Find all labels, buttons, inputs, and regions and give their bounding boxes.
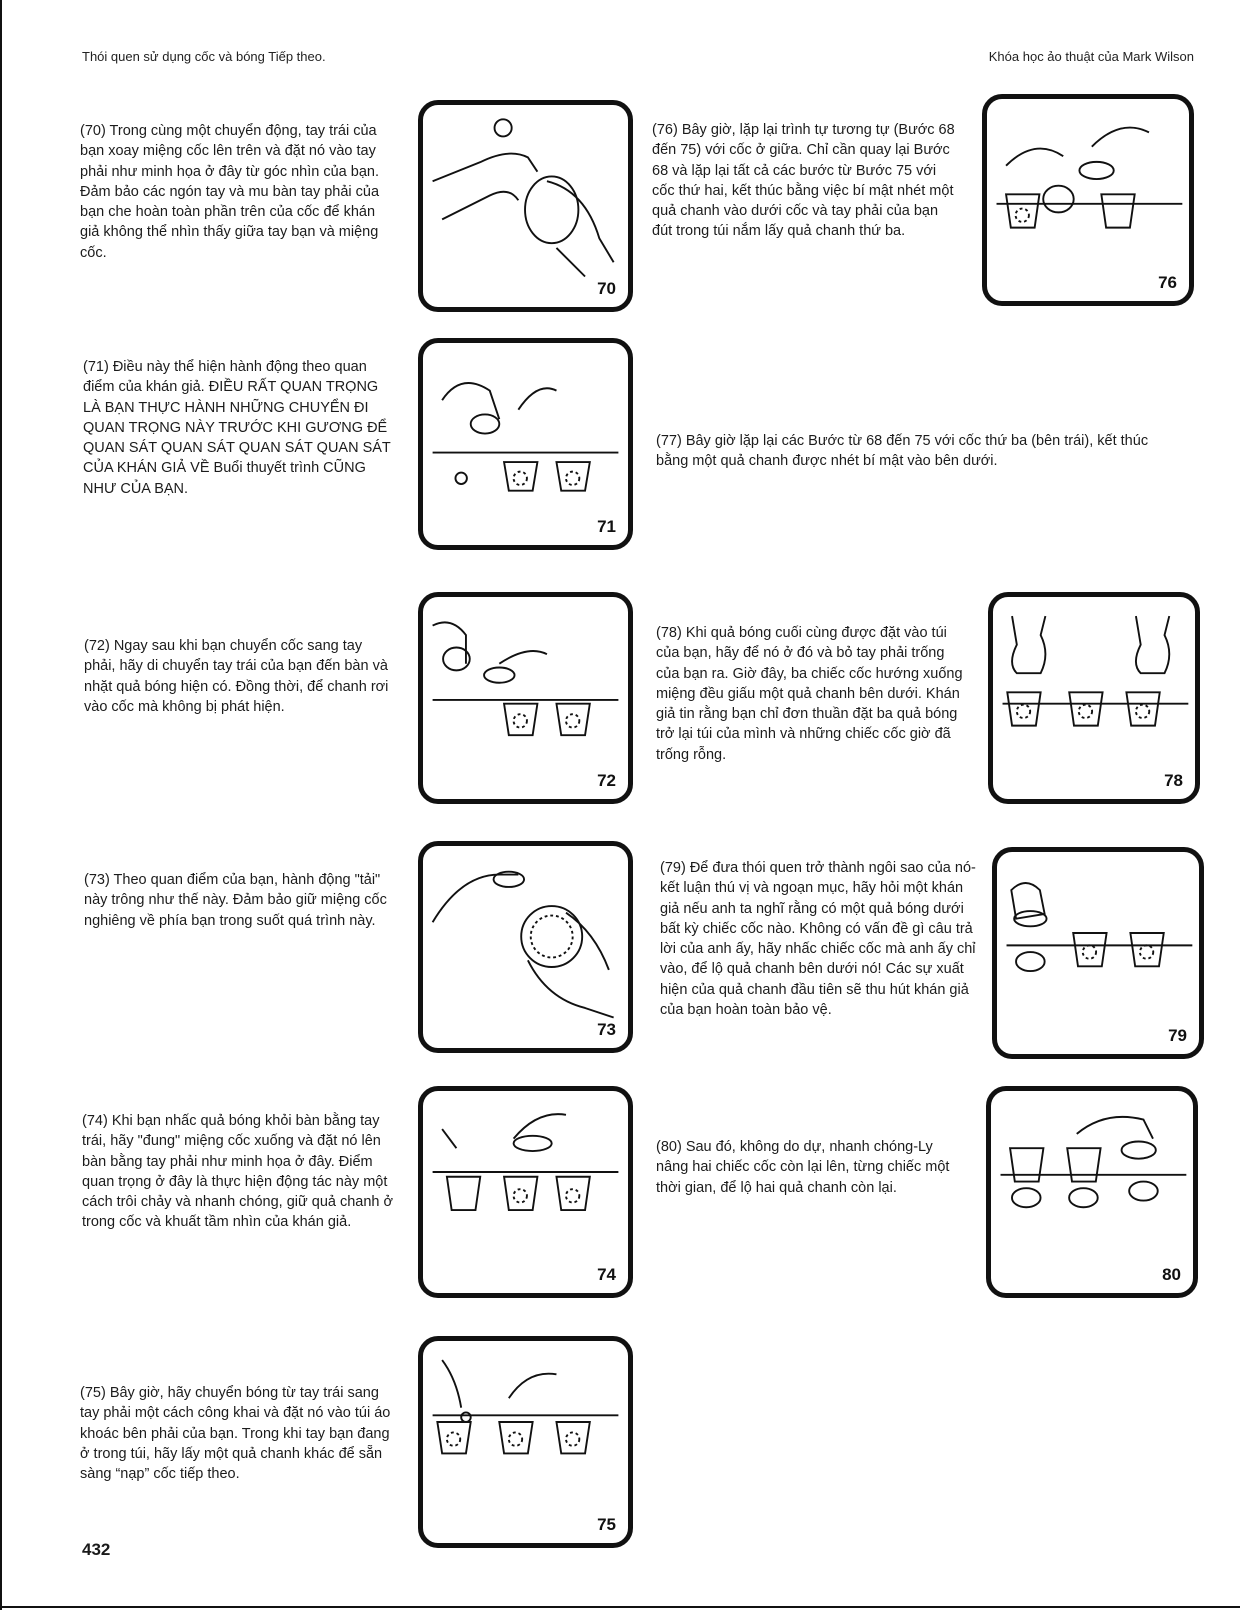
empty-hands-three-cups-drawing (993, 597, 1195, 799)
panel-number: 71 (597, 517, 616, 536)
illustration-panel-72 (418, 592, 633, 804)
step-73-text: (73) Theo quan điểm của bạn, hành động "tải" này trông như thế này. Đảm bảo giữ miệng cốc nghiêng về phía bạn trong suốt quá trình này. (84, 872, 387, 929)
ball-to-pocket-drawing (423, 1341, 628, 1543)
page-bottom-rule (0, 1606, 1240, 1608)
slam-cup-down-drawing (423, 1091, 628, 1293)
reveal-first-lemon-drawing (997, 852, 1199, 1054)
step-70-text: (70) Trong cùng một chuyển động, tay trái của bạn xoay miệng cốc lên trên và đặt nó vào tay phải như minh họa ở đây từ góc nhìn của bạn. Đảm bảo các ngón tay và mu bàn tay phải của bạn che hoàn toàn phần trên của cốc để khán giả không thể nhìn thấy giữa tay bạn và miệng cốc. (80, 123, 380, 261)
step-76-text: (76) Bây giờ, lặp lại trình tự tương tự (Bước 68 đến 75) với cốc ở giữa. Chỉ cần quay lại Bước 68 và lặp lại tất cả các bước từ Bước 75 với cốc thứ hai, kết thúc bằng việc bí mật nhét một quả chanh vào dưới cốc và tay phải của bạn đút trong túi nắm lấy quả chanh thứ ba. (652, 122, 955, 240)
illustration-panel-79 (992, 847, 1204, 1059)
running-header-right: Khóa học ảo thuật của Mark Wilson (988, 49, 1194, 64)
illustration-panel-75 (418, 1336, 633, 1548)
step-72-text: (72) Ngay sau khi bạn chuyển cốc sang tay phải, hãy di chuyển tay trái của bạn đến bàn và nhặt quả bóng hiện có. Đồng thời, để chanh rơi vào cốc mà không bị phát hiện. (84, 638, 389, 715)
audience-view-cups-drawing (423, 343, 628, 545)
step-77-text: (77) Bây giờ lặp lại các Bước từ 68 đến 75 với cốc thứ ba (bên trái), kết thúc bằng một quả chanh được nhét bí mật vào bên dưới. (656, 433, 1149, 470)
illustration-panel-70 (418, 100, 633, 312)
panel-number: 70 (597, 279, 616, 298)
reveal-remaining-lemons-drawing (991, 1091, 1193, 1293)
panel-number: 76 (1158, 273, 1177, 292)
panel-number: 72 (597, 771, 616, 790)
hand-transfer-cup-drawing (423, 105, 628, 307)
illustration-panel-74 (418, 1086, 633, 1298)
illustration-panel-73 (418, 841, 633, 1053)
panel-number: 74 (597, 1265, 616, 1284)
performer-view-load-drawing (423, 846, 628, 1048)
panel-number: 73 (597, 1020, 616, 1039)
step-71-text: (71) Điều này thể hiện hành động theo quan điểm của khán giả. ĐIỀU RẤT QUAN TRỌNG LÀ BẠN THỰC HÀNH NHỮNG CHUYỂN ĐI QUAN TRỌNG NÀY TRƯỚC KHI GƯƠNG ĐỂ QUAN SÁT QUAN SÁT QUAN SÁT QUAN SÁT CỦA KHÁN GIẢ VỀ Buổi thuyết trình CŨNG NHƯ CỦA BẠN. (83, 359, 391, 497)
illustration-panel-78 (988, 592, 1200, 804)
panel-number: 75 (597, 1515, 616, 1534)
step-79-text: (79) Để đưa thói quen trở thành ngôi sao của nó-kết luận thú vị và ngoạn mục, hãy hỏi một khán giả nếu anh ta nghĩ rằng có một quả bóng dưới bất kỳ chiếc cốc nào. Không có vấn đề gì câu trả lời của anh ấy, hãy nhấc chiếc cốc mà anh ấy chỉ vào, để lộ quả chanh bên dưới nó! Các sự xuất hiện của quả chanh đầu tiên sẽ thu hút khán giả của bạn hoàn toàn bảo vệ. (660, 860, 976, 1019)
panel-number: 78 (1164, 771, 1183, 790)
panel-number: 79 (1168, 1026, 1187, 1045)
middle-cup-repeat-drawing (987, 99, 1189, 301)
illustration-panel-80 (986, 1086, 1198, 1298)
step-80-text: (80) Sau đó, không do dự, nhanh chóng-Ly nâng hai chiếc cốc còn lại lên, từng chiếc một thời gian, để lộ hai quả chanh còn lại. (656, 1139, 950, 1196)
step-78-text: (78) Khi quả bóng cuối cùng được đặt vào túi của bạn, hãy để nó ở đó và bỏ tay phải trống của bạn ra. Giờ đây, ba chiếc cốc hướng xuống miệng đều giấu một quả chanh bên dưới. Khán giả tin rằng bạn chỉ đơn thuần đặt ba quả bóng trở lại túi của mình và những chiếc cốc giờ đã trống rỗng. (656, 625, 963, 763)
load-lemon-cup-drawing (423, 597, 628, 799)
page-number: 432 (82, 1540, 111, 1559)
step-75-text: (75) Bây giờ, hãy chuyển bóng từ tay trái sang tay phải một cách công khai và đặt nó vào túi áo khoác bên phải của bạn. Trong khi tay bạn đang ở trong túi, hãy lấy một quả chanh khác để sẵn sàng “nạp” cốc tiếp theo. (80, 1385, 391, 1483)
illustration-panel-76 (982, 94, 1194, 306)
running-header-left: Thói quen sử dụng cốc và bóng Tiếp theo. (82, 49, 326, 64)
page-left-rule (0, 0, 2, 1610)
panel-number: 80 (1162, 1265, 1181, 1284)
illustration-panel-71 (418, 338, 633, 550)
step-74-text: (74) Khi bạn nhấc quả bóng khỏi bàn bằng tay trái, hãy "đung" miệng cốc xuống và đặt nó lên bàn bằng tay phải như minh họa ở đây. Điểm quan trọng ở đây là thực hiện động tác này một cách trôi chảy và nhanh chóng, giữ quả chanh ở trong cốc và khuất tầm nhìn của khán giả. (82, 1113, 394, 1231)
